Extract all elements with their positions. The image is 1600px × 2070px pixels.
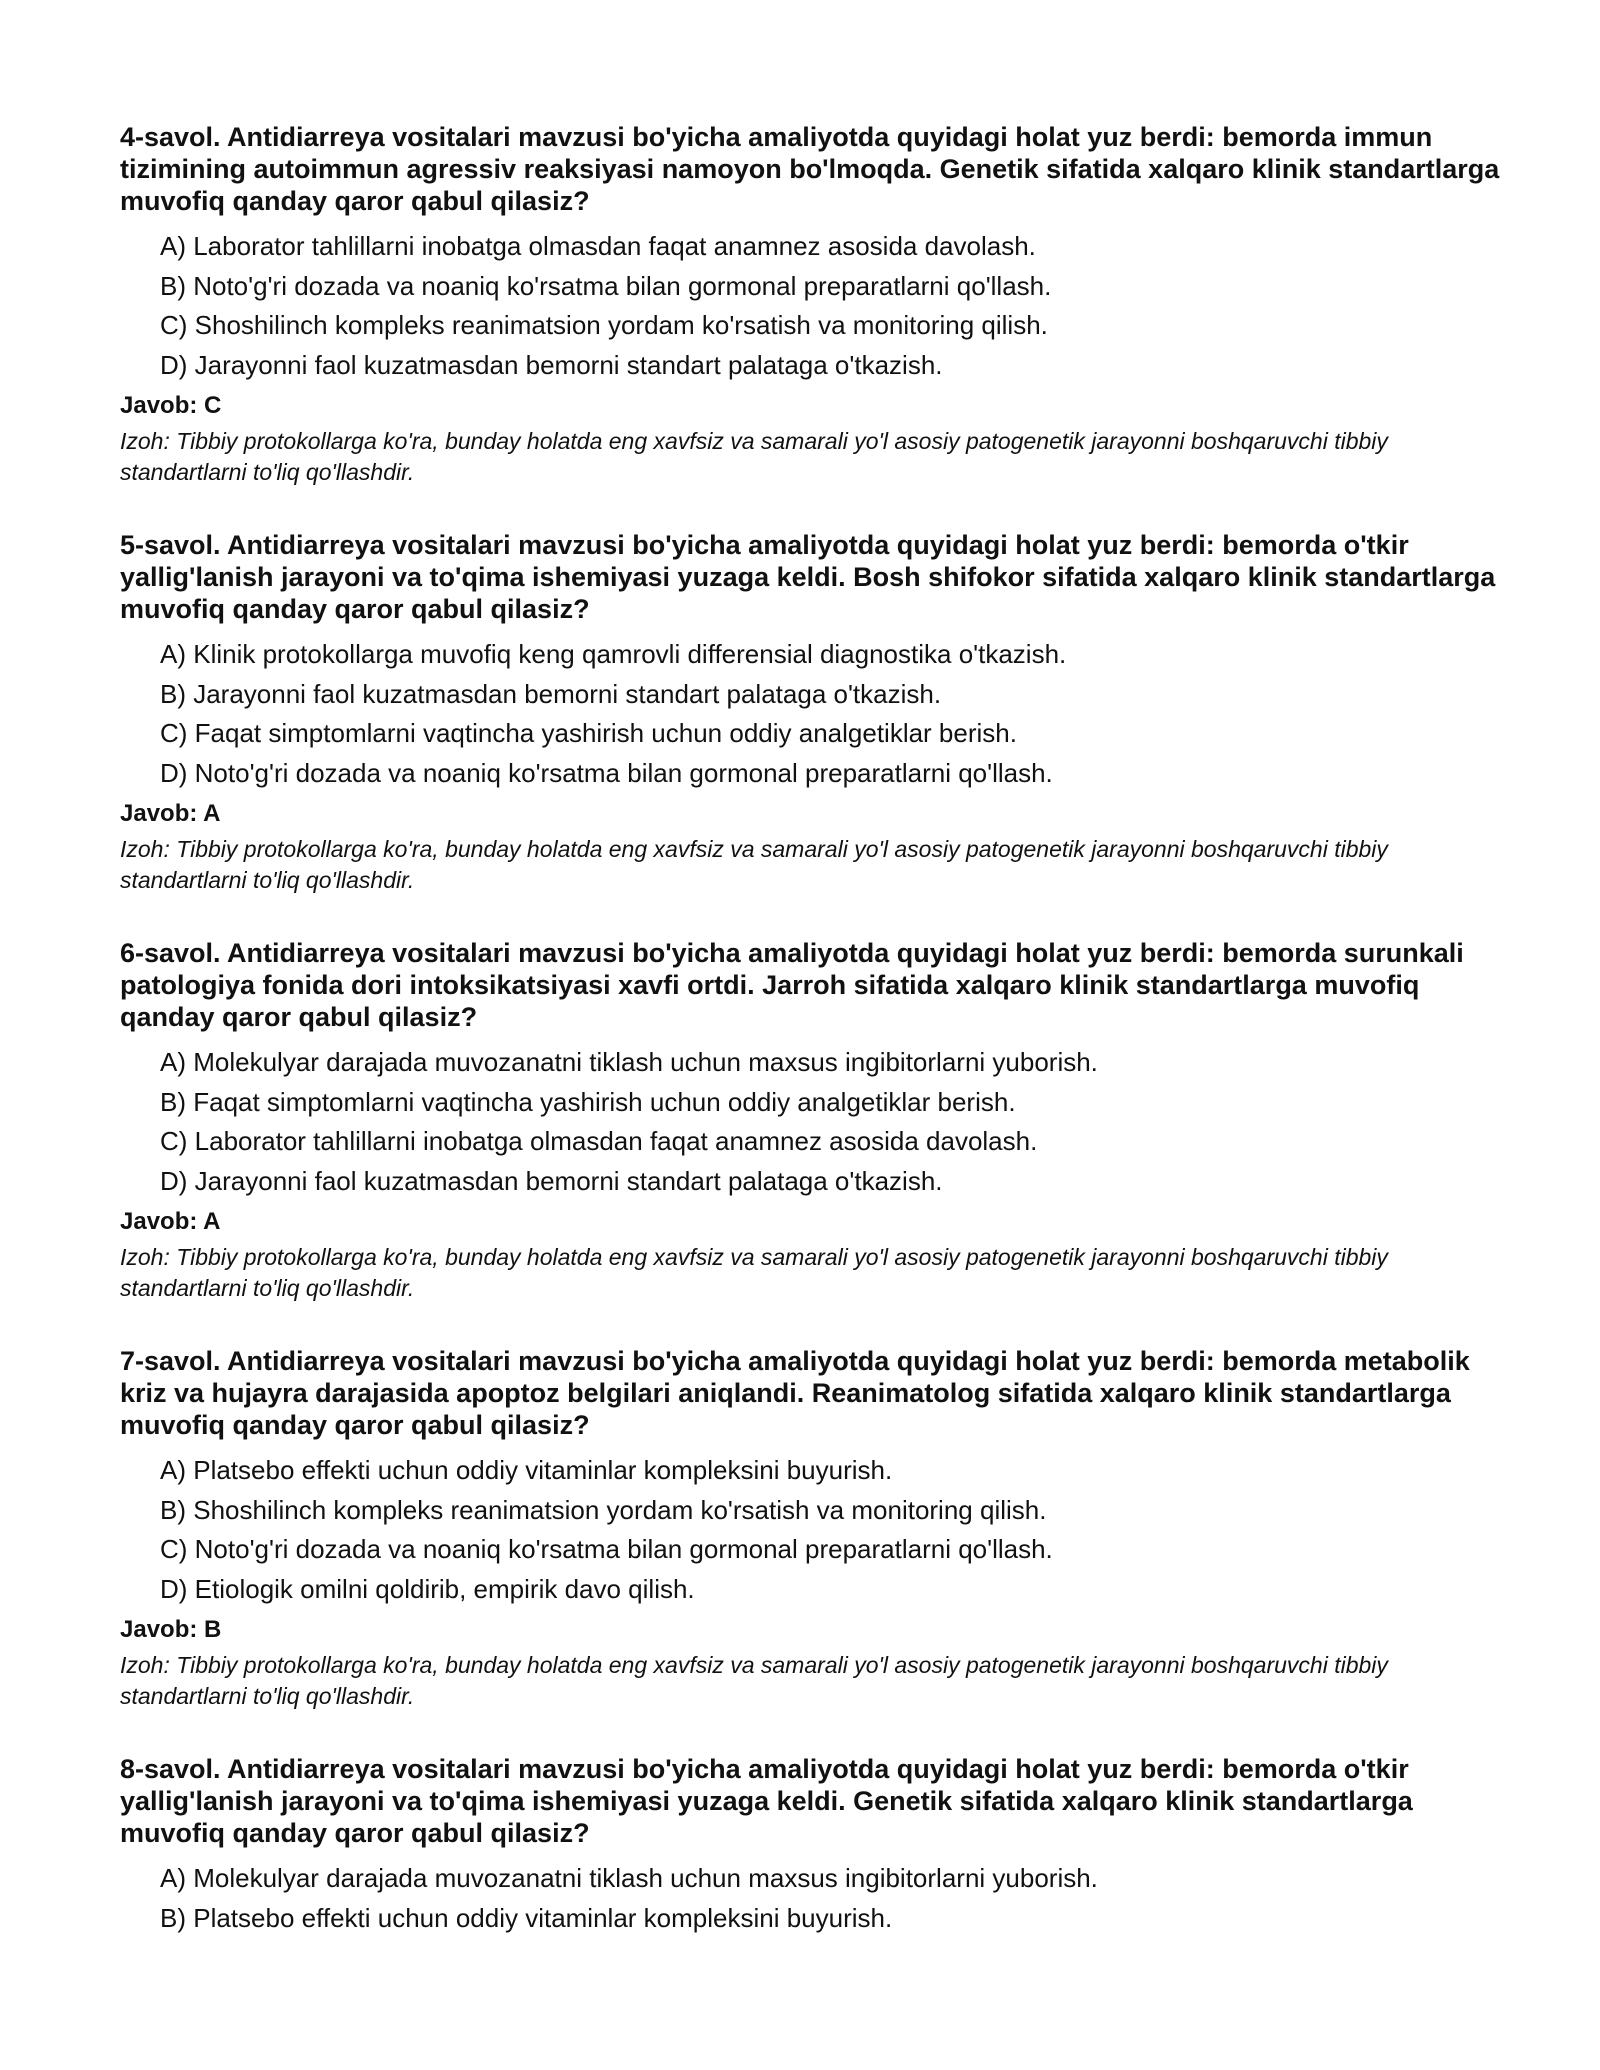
option-d: D) Etiologik omilni qoldirib, empirik davo qilish. xyxy=(160,1573,695,1604)
explanation-text: Izoh: Tibbiy protokollarga ko'ra, bunday holatda eng xavfsiz va samarali yo'l asosiy patogenetik jarayonni boshqaruvchi tibbiy standartlarni to'liq qo'llashdir. xyxy=(120,1244,1388,1301)
explanation-text: Izoh: Tibbiy protokollarga ko'ra, bunday holatda eng xavfsiz va samarali yo'l asosiy patogenetik jarayonni boshqaruvchi tibbiy standartlarni to'liq qo'llashdir. xyxy=(120,836,1388,893)
question-8 xyxy=(120,1753,1500,1938)
option-a: A) Platsebo effekti uchun oddiy vitaminlar kompleksini buyurish. xyxy=(160,1455,893,1485)
question-4 xyxy=(120,121,1500,488)
explanation-text: Izoh: Tibbiy protokollarga ko'ra, bunday holatda eng xavfsiz va samarali yo'l asosiy patogenetik jarayonni boshqaruvchi tibbiy standartlarni to'liq qo'llashdir. xyxy=(120,1652,1388,1709)
option-b: B) Faqat simptomlarni vaqtincha yashirish uchun oddiy analgetiklar berish. xyxy=(160,1086,1016,1117)
option-list xyxy=(120,1859,1500,1938)
option-list xyxy=(120,1451,1500,1609)
question-title: 8-savol. Antidiarreya vositalari mavzusi bo'yicha amaliyotda quyidagi holat yuz berdi: bemorda o'tkir yallig'lanish jarayoni va to'qima ishemiyasi yuzaga keldi. Genetik sifatida xalqaro klinik standartlarga muvofiq qanday qaror qabul qilasiz? xyxy=(120,1754,1413,1848)
explanation-text: Izoh: Tibbiy protokollarga ko'ra, bunday holatda eng xavfsiz va samarali yo'l asosiy patogenetik jarayonni boshqaruvchi tibbiy standartlarni to'liq qo'llashdir. xyxy=(120,428,1388,485)
option-list xyxy=(120,1043,1500,1201)
option-b: B) Jarayonni faol kuzatmasdan bemorni standart palataga o'tkazish. xyxy=(160,678,942,709)
option-a: A) Molekulyar darajada muvozanatni tiklash uchun maxsus ingibitorlarni yuborish. xyxy=(160,1863,1098,1893)
option-c: C) Shoshilinch kompleks reanimatsion yordam ko'rsatish va monitoring qilish. xyxy=(160,310,1048,340)
question-title: 7-savol. Antidiarreya vositalari mavzusi bo'yicha amaliyotda quyidagi holat yuz berdi: bemorda metabolik kriz va hujayra darajasida apoptoz belgilari aniqlandi. Reanimatolog sifatida xalqaro klinik standartlarga muvofiq qanday qaror qabul qilasiz? xyxy=(120,1346,1470,1440)
answer-line: Javob: B xyxy=(120,1616,222,1643)
option-d: D) Jarayonni faol kuzatmasdan bemorni standart palataga o'tkazish. xyxy=(160,1165,943,1196)
option-a: A) Klinik protokollarga muvofiq keng qamrovli differensial diagnostika o'tkazish. xyxy=(160,639,1067,669)
option-d: D) Noto'g'ri dozada va noaniq ko'rsatma bilan gormonal preparatlarni qo'llash. xyxy=(160,757,1053,788)
option-b: B) Noto'g'ri dozada va noaniq ko'rsatma bilan gormonal preparatlarni qo'llash. xyxy=(160,270,1052,301)
answer-line: Javob: A xyxy=(120,1208,221,1235)
option-a: A) Laborator tahlillarni inobatga olmasdan faqat anamnez asosida davolash. xyxy=(160,231,1036,261)
question-title: 4-savol. Antidiarreya vositalari mavzusi bo'yicha amaliyotda quyidagi holat yuz berdi: bemorda immun tizimining autoimmun agressiv reaksiyasi namoyon bo'lmoqda. Genetik sifatida xalqaro klinik standartlarga muvofiq qanday qaror qabul qilasiz? xyxy=(120,122,1500,216)
option-c: C) Laborator tahlillarni inobatga olmasdan faqat anamnez asosida davolash. xyxy=(160,1126,1038,1156)
option-d: D) Jarayonni faol kuzatmasdan bemorni standart palataga o'tkazish. xyxy=(160,349,943,380)
answer-line: Javob: C xyxy=(120,392,222,419)
document-page xyxy=(120,121,1500,1979)
question-title: 5-savol. Antidiarreya vositalari mavzusi bo'yicha amaliyotda quyidagi holat yuz berdi: bemorda o'tkir yallig'lanish jarayoni va to'qima ishemiyasi yuzaga keldi. Bosh shifokor sifatida xalqaro klinik standartlarga muvofiq qanday qaror qabul qilasiz? xyxy=(120,530,1496,624)
question-title: 6-savol. Antidiarreya vositalari mavzusi bo'yicha amaliyotda quyidagi holat yuz berdi: bemorda surunkali patologiya fonida dori intoksikatsiyasi xavfi ortdi. Jarroh sifatida xalqaro klinik standartlarga muvofiq qanday qaror qabul qilasiz? xyxy=(120,938,1464,1032)
question-6 xyxy=(120,937,1500,1304)
answer-line: Javob: A xyxy=(120,800,221,827)
option-c: C) Faqat simptomlarni vaqtincha yashirish uchun oddiy analgetiklar berish. xyxy=(160,718,1017,748)
question-7 xyxy=(120,1345,1500,1712)
option-b: B) Platsebo effekti uchun oddiy vitaminlar kompleksini buyurish. xyxy=(160,1902,893,1933)
option-list xyxy=(120,635,1500,793)
option-b: B) Shoshilinch kompleks reanimatsion yordam ko'rsatish va monitoring qilish. xyxy=(160,1494,1047,1525)
option-list xyxy=(120,227,1500,385)
option-c: C) Noto'g'ri dozada va noaniq ko'rsatma bilan gormonal preparatlarni qo'llash. xyxy=(160,1534,1053,1564)
question-5 xyxy=(120,529,1500,896)
option-a: A) Molekulyar darajada muvozanatni tiklash uchun maxsus ingibitorlarni yuborish. xyxy=(160,1047,1098,1077)
